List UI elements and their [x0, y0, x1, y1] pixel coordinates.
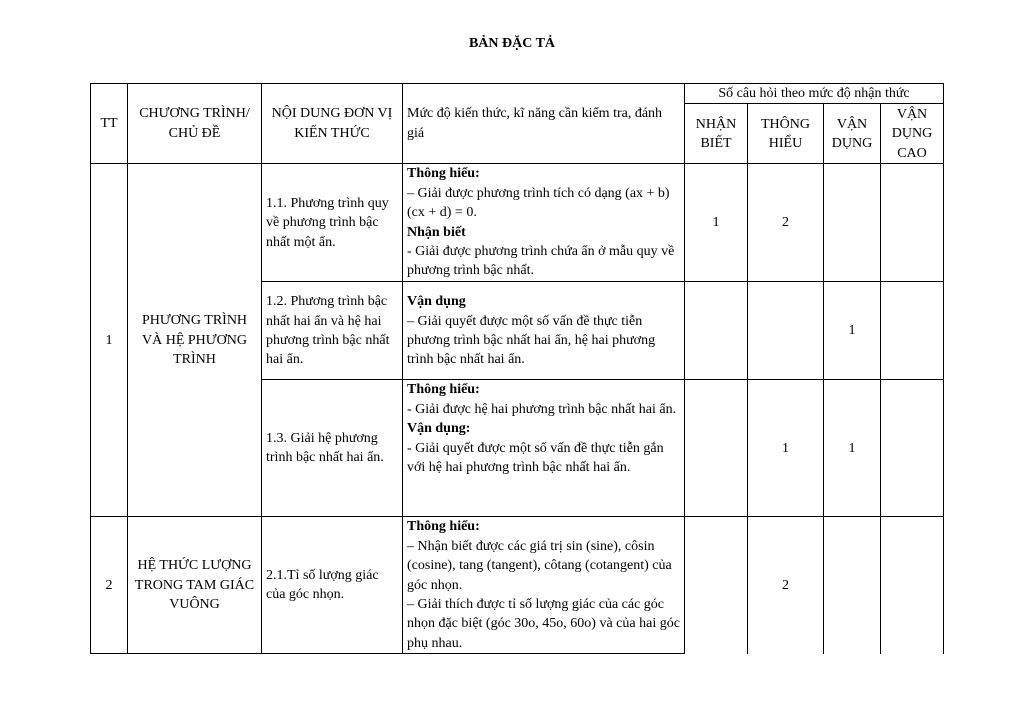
count-van-dung: 1 — [824, 380, 881, 517]
count-van-dung-cao — [881, 282, 944, 380]
section-chapter: PHƯƠNG TRÌNH VÀ HỆ PHƯƠNG TRÌNH — [128, 164, 262, 517]
section-chapter: HỆ THỨC LƯỢNG TRONG TAM GIÁC VUÔNG — [128, 517, 262, 654]
header-tt: TT — [91, 84, 128, 164]
level-heading: Thông hiểu: — [407, 519, 480, 535]
header-van-dung-cao: VẬN DỤNG CAO — [881, 104, 944, 164]
unit-cell: 2.1.Tỉ số lượng giác của góc nhọn. — [262, 517, 403, 654]
level-text: - Giải được hệ hai phương trình bậc nhất hai ẩn. — [407, 401, 677, 417]
count-van-dung — [824, 164, 881, 282]
level-text: - Giải quyết được một số vấn đề thực tiễn gắn với hệ hai phương trình bậc nhất hai ẩn. — [407, 440, 664, 476]
table-row — [91, 517, 944, 654]
count-thong-hieu — [748, 282, 824, 380]
level-text: - Giải được phương trình chứa ẩn ở mẫu quy về phương trình bậc nhất. — [407, 244, 675, 279]
count-thong-hieu: 1 — [748, 380, 824, 517]
level-heading: Thông hiểu: — [407, 382, 480, 398]
count-van-dung — [824, 517, 881, 654]
level-description-cell — [403, 164, 685, 282]
count-van-dung: 1 — [824, 282, 881, 380]
section-number: 2 — [91, 517, 128, 654]
specification-table — [90, 83, 944, 654]
level-heading: Nhận biết — [407, 224, 466, 240]
section-number: 1 — [91, 164, 128, 517]
level-text: – Giải thích được tỉ số lượng giác của các góc nhọn đặc biệt (góc 30o, 45o, 60o) và của hai góc phụ nhau. — [407, 597, 680, 651]
level-heading: Vận dụng — [407, 294, 466, 310]
header-van-dung: VẬN DỤNG — [824, 104, 881, 164]
count-van-dung-cao — [881, 164, 944, 282]
level-text: – Nhận biết được các giá trị sin (sine), côsin (cosine), tang (tangent), côtang (cotangent) của góc nhọn. — [407, 538, 672, 593]
header-question-count-group: Số câu hỏi theo mức độ nhận thức — [685, 84, 944, 104]
header-level-description: Mức độ kiến thức, kĩ năng cần kiểm tra, đánh giá — [403, 84, 685, 164]
header-thong-hieu: THÔNG HIỂU — [748, 104, 824, 164]
unit-cell: 1.3. Giải hệ phương trình bậc nhất hai ẩn. — [262, 380, 403, 517]
level-description-cell — [403, 380, 685, 517]
header-unit: NỘI DUNG ĐƠN VỊ KIẾN THỨC — [262, 84, 403, 164]
unit-cell: 1.2. Phương trình bậc nhất hai ẩn và hệ hai phương trình bậc nhất hai ẩn. — [262, 282, 403, 380]
unit-cell: 1.1. Phương trình quy về phương trình bậc nhất một ẩn. — [262, 164, 403, 282]
count-nhan-biet — [685, 380, 748, 517]
level-text: – Giải được phương trình tích có dạng (ax + b)(cx + d) = 0. — [407, 185, 670, 221]
level-description-cell — [403, 282, 685, 380]
count-thong-hieu: 2 — [748, 517, 824, 654]
level-heading: Vận dụng: — [407, 421, 471, 437]
header-nhan-biet: NHẬN BIẾT — [685, 104, 748, 164]
header-chapter: CHƯƠNG TRÌNH/ CHỦ ĐỀ — [128, 84, 262, 164]
count-van-dung-cao — [881, 517, 944, 654]
level-heading: Thông hiểu: — [407, 166, 480, 182]
document-title: BẢN ĐẶC TẢ — [468, 36, 556, 51]
count-thong-hieu: 2 — [748, 164, 824, 282]
count-nhan-biet — [685, 282, 748, 380]
level-text: – Giải quyết được một số vấn đề thực tiễn phương trình bậc nhất hai ẩn, hệ hai phương trình bậc nhất hai ẩn. — [407, 313, 656, 368]
table-row — [91, 164, 944, 282]
count-nhan-biet: 1 — [685, 164, 748, 282]
count-van-dung-cao — [881, 380, 944, 517]
count-nhan-biet — [685, 517, 748, 654]
level-description-cell — [403, 517, 685, 654]
